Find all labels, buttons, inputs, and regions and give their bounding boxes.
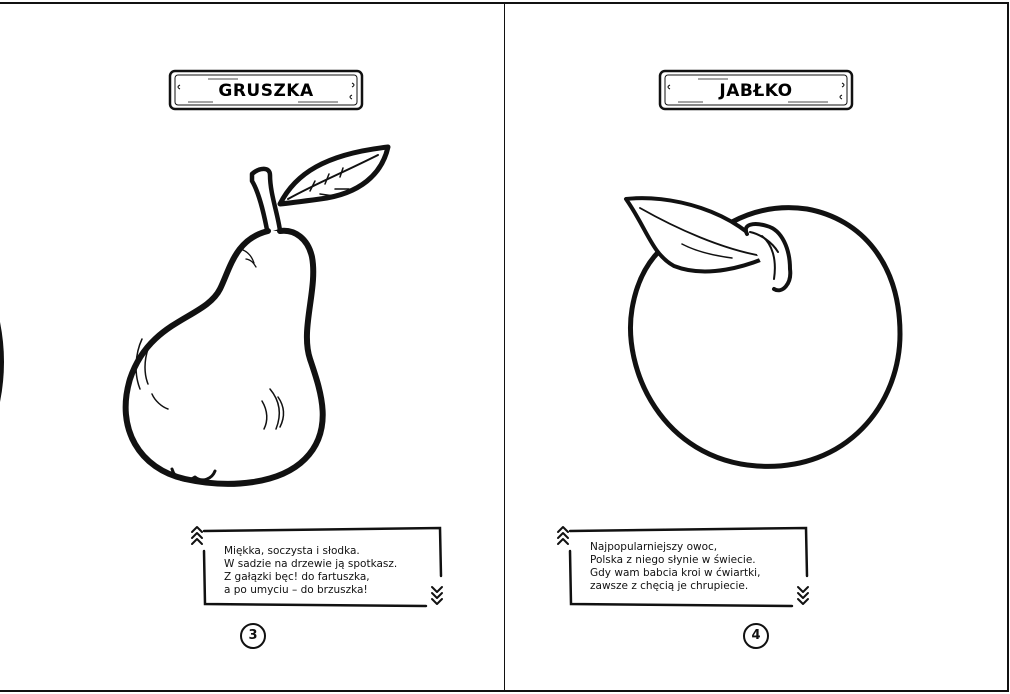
- title-plate-apple: [658, 69, 854, 111]
- verse-box-pear: [188, 521, 458, 613]
- verse-line: Z gałązki bęc! do fartuszka,: [224, 571, 370, 583]
- apple-drawing-icon: [622, 194, 907, 479]
- page-left: [0, 2, 505, 692]
- verse-text: [224, 545, 397, 597]
- verse-line: zawsze z chęcią je chrupiecie.: [590, 580, 749, 592]
- page-number: 4: [743, 623, 769, 649]
- verse-line: Gdy wam babcia kroi w ćwiartki,: [590, 567, 761, 579]
- spine-edge: [0, 322, 8, 402]
- verse-box-apple: [554, 521, 824, 613]
- pear-drawing-icon: [120, 139, 400, 489]
- verse-text: [590, 541, 760, 593]
- title-plate-pear: [168, 69, 364, 111]
- verse-line: Polska z niego słynie w świecie.: [590, 554, 756, 566]
- fruit-title: JABŁKO: [719, 81, 793, 101]
- page-right: [505, 2, 1009, 692]
- verse-line: Najpopularniejszy owoc,: [590, 541, 718, 553]
- fruit-title: GRUSZKA: [218, 81, 314, 101]
- verse-line: Miękka, soczysta i słodka.: [224, 545, 360, 557]
- verse-line: W sadzie na drzewie ją spotkasz.: [224, 558, 398, 570]
- verse-line: a po umyciu – do brzuszka!: [224, 584, 368, 596]
- page-number: 3: [240, 623, 266, 649]
